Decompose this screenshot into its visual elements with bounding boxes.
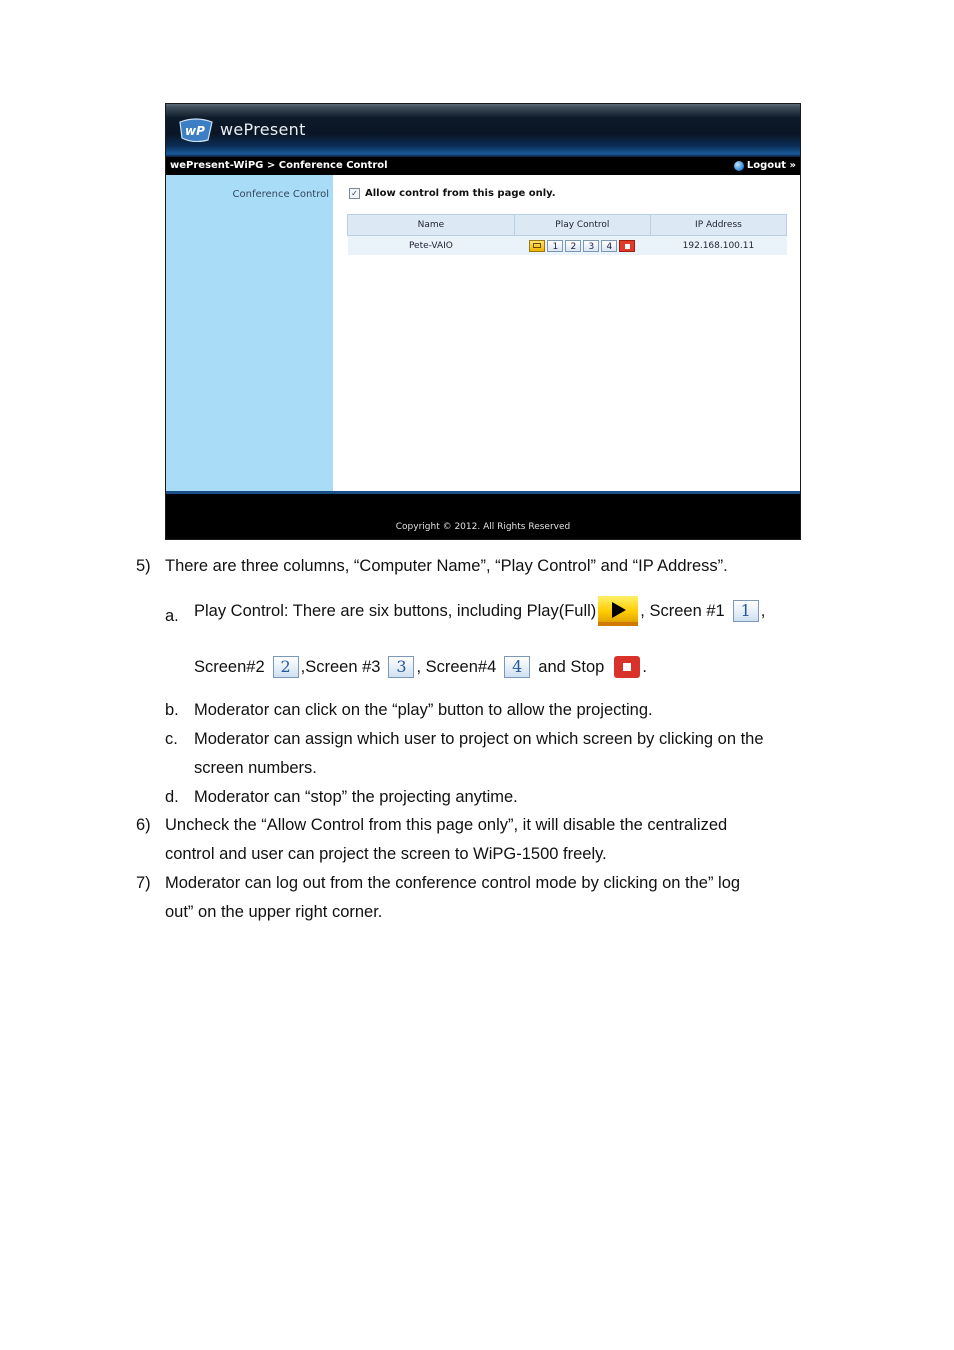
screen-1-icon: 1 [733, 600, 759, 622]
item-a-number: a. [165, 607, 179, 625]
screen-3-button[interactable]: 3 [583, 240, 599, 252]
item-a2-text-3: , Screen#4 [416, 657, 497, 676]
row-name: Pete-VAIO [348, 236, 515, 256]
stop-icon [614, 656, 640, 678]
item-b-number: b. [165, 701, 179, 719]
screen-4-button[interactable]: 4 [601, 240, 617, 252]
item-b-text: Moderator can click on the “play” button to allow the projecting. [194, 701, 653, 719]
item-5-text: There are three columns, “Computer Name”, “Play Control” and “IP Address”. [165, 557, 728, 575]
item-6-line2: control and user can project the screen to WiPG-1500 freely. [165, 845, 607, 863]
row-ip-address: 192.168.100.11 [650, 236, 786, 256]
allow-control-checkbox[interactable]: ✓ [349, 188, 360, 199]
sidebar-item-conference-control[interactable]: Conference Control [232, 189, 329, 200]
item-d-text: Moderator can “stop” the projecting anytime. [194, 788, 518, 806]
app-footer [166, 494, 800, 540]
item-a2-text-1: Screen#2 [194, 657, 265, 676]
item-5-number: 5) [136, 557, 151, 575]
item-a2-text-2: ,Screen #3 [300, 657, 381, 676]
play-full-button[interactable] [529, 240, 545, 252]
svg-text:wP: wP [185, 124, 205, 138]
allow-control-label: Allow control from this page only. [365, 188, 556, 199]
column-header-play-control: Play Control [514, 215, 650, 236]
table-row [348, 236, 787, 256]
item-c-number: c. [165, 730, 178, 748]
nav-bar [166, 157, 800, 175]
logout-link[interactable] [734, 160, 796, 171]
users-table [347, 214, 787, 255]
row-play-control [514, 236, 650, 256]
column-header-ip-address: IP Address [650, 215, 786, 236]
screen-4-icon: 4 [504, 656, 530, 678]
logout-icon [734, 161, 744, 171]
item-7-number: 7) [136, 874, 151, 892]
item-7-line2: out” on the upper right corner. [165, 903, 383, 921]
item-6-line1: Uncheck the “Allow Control from this page only”, it will disable the centralized [165, 816, 728, 834]
item-a-text-3: , [760, 601, 766, 620]
app-header [166, 104, 800, 157]
item-a2-text-4: and Stop [538, 657, 605, 676]
item-a-text-1: Play Control: There are six buttons, including Play(Full) [194, 601, 597, 620]
item-6-number: 6) [136, 816, 151, 834]
screen-2-button[interactable]: 2 [565, 240, 581, 252]
item-a-line2 [194, 652, 647, 682]
breadcrumb: wePresent-WiPG > Conference Control [170, 160, 388, 171]
allow-control-row [349, 188, 556, 199]
item-c-line2: screen numbers. [194, 759, 317, 777]
app-logo-text: wePresent [220, 120, 306, 139]
item-d-number: d. [165, 788, 179, 806]
column-header-name: Name [348, 215, 515, 236]
screen-3-icon: 3 [388, 656, 414, 678]
screen-2-icon: 2 [273, 656, 299, 678]
logout-label: Logout » [746, 160, 796, 171]
conference-control-screenshot [165, 103, 801, 540]
item-c-line1: Moderator can assign which user to project on which screen by clicking on the [194, 730, 764, 748]
item-a-text-2: , Screen #1 [640, 601, 725, 620]
item-a-line1 [194, 594, 765, 628]
table-header-row [348, 215, 787, 236]
sidebar [166, 175, 333, 491]
wepresent-logo-icon [178, 118, 214, 142]
stop-button[interactable] [619, 240, 635, 252]
main-panel [333, 175, 800, 491]
item-a2-text-5: . [642, 657, 647, 676]
screen-1-button[interactable]: 1 [547, 240, 563, 252]
play-icon [598, 596, 638, 626]
item-7-line1: Moderator can log out from the conference control mode by clicking on the” log [165, 874, 741, 892]
copyright-text: Copyright © 2012. All Rights Reserved [395, 522, 571, 532]
